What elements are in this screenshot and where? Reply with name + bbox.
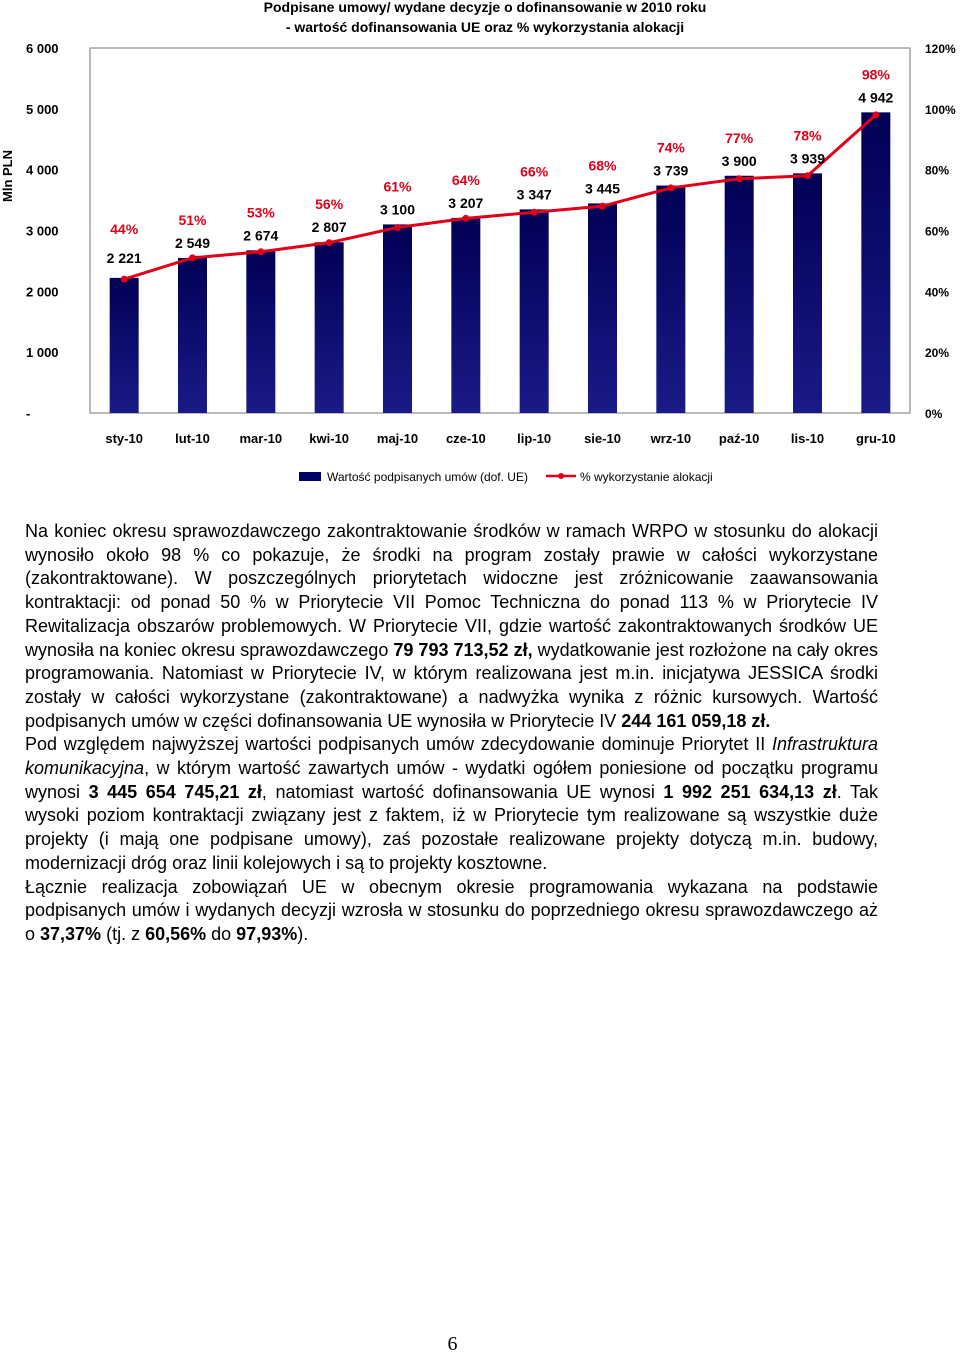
paragraph [25, 876, 878, 947]
x-tick-label: sty-10 [105, 431, 143, 446]
pct-value-label: 74% [656, 139, 685, 156]
pct-point [736, 175, 743, 182]
y2-tick-label: 120% [925, 42, 956, 56]
y-tick-label: 4 000 [26, 162, 59, 178]
chart [0, 0, 960, 500]
bold-text: 37,37% [40, 923, 102, 944]
pct-value-label: 51% [178, 211, 207, 228]
text-run: Pod względem najwyższej wartości podpisanych umów zdecydowanie dominuje Priorytet II [25, 734, 772, 755]
legend-line-label: % wykorzystanie alokacji [580, 470, 713, 484]
pct-value-label: 77% [725, 129, 754, 146]
x-tick-label: sie-10 [584, 431, 621, 446]
text-run: Na koniec okresu sprawozdawczego zakontraktowanie środków w ramach WRPO w stosunku do alokacji wynosiło około 98 % co pokazuje, że środki na program zostały prawie w całości wykorzystane (zakontraktowane). W poszczególnych priorytetach widoczne jest zróżnicowanie zaawansowania kontraktacji: od ponad 50 % w Priorytecie VII Pomoc Techniczna do ponad 113 % w Priorytecie IV Rewitalizacja obszarów problemowych. W Priorytecie VII, gdzie wartość zakontraktowanych środków UE wynosiła na koniec okresu sprawozdawczego [25, 521, 878, 660]
bold-text: 79 793 713,52 zł, [393, 639, 533, 660]
pct-value-label: 56% [315, 196, 344, 213]
y2-tick-label: 100% [925, 102, 956, 117]
legend-bar-swatch [299, 472, 321, 481]
bar-value-label: 2 549 [174, 234, 211, 251]
bold-text: 97,93% [236, 923, 298, 944]
bar-value-label: 3 939 [789, 150, 826, 167]
y-axis-label: Mln PLN [0, 150, 15, 202]
legend-line-marker [558, 473, 564, 479]
bold-text: 3 445 654 745,21 zł [88, 781, 262, 802]
text-body [25, 520, 878, 947]
bar [793, 173, 822, 413]
text-run: wydatkowanie jest rozłożone na cały okres programowania. Natomiast w Priorytecie IV, w którym realizowana jest m.in. inicjatywa JESSICA środki zostały w całości wykorzystane (zakontraktowane) a nadwyżka wynika z różnic kursowych. Wartość podpisanych umów w części dofinansowania UE wynosiła w Priorytecie IV [25, 639, 878, 731]
text-run: . Tak wysoki poziom kontraktacji związany jest z faktem, iż w Priorytecie tym realizowane są wszystkie duże projekty (i mają one podpisane umowy), zaś pozostałe realizowane projekty dotyczą m.in. budowy, modernizacji dróg oraz linii kolejowych i są to projekty kosztowne. [25, 781, 878, 873]
bar-value-label: 4 942 [858, 89, 894, 106]
paragraph [25, 520, 878, 733]
legend [299, 470, 713, 484]
bar [588, 203, 617, 413]
y-tick-label: 3 000 [26, 223, 59, 239]
x-tick-label: cze-10 [445, 431, 486, 446]
chart-title-line-2: - wartość dofinansowania UE oraz % wykorzystania alokacji [285, 19, 685, 35]
x-tick-label: kwi-10 [309, 431, 350, 446]
pct-point [531, 209, 538, 216]
bar [315, 242, 344, 413]
pct-value-label: 68% [588, 157, 617, 174]
bar [110, 278, 139, 413]
pct-value-label: 53% [246, 204, 275, 221]
y-tick-label: - [26, 406, 31, 421]
pct-point [394, 224, 401, 231]
pct-value-label: 61% [383, 178, 412, 195]
pct-point [326, 239, 333, 246]
pct-value-label: 44% [110, 221, 139, 238]
x-tick-label: lip-10 [517, 431, 552, 446]
bar-value-label: 2 807 [311, 219, 347, 236]
text-run: (tj. z [101, 923, 146, 944]
bold-text: 244 161 059,18 zł. [621, 710, 771, 731]
bold-text: 1 992 251 634,13 zł [663, 781, 837, 802]
y2-tick-label: 60% [925, 224, 950, 239]
y-tick-label: 2 000 [26, 284, 59, 300]
pct-point [872, 111, 879, 118]
text-run: ). [297, 923, 309, 944]
pct-point [189, 254, 196, 261]
bar-value-label: 3 100 [379, 201, 416, 218]
pct-point [804, 172, 811, 179]
pct-point [462, 215, 469, 222]
bar-value-label: 3 739 [653, 162, 689, 179]
paragraph [25, 733, 878, 875]
bar [383, 224, 412, 413]
bar [656, 186, 685, 413]
x-tick-label: lis-10 [790, 431, 825, 446]
pct-point [121, 276, 128, 283]
bar-value-label: 3 207 [448, 194, 484, 211]
y2-tick-label: 80% [925, 163, 950, 178]
y-tick-label: 1 000 [26, 345, 59, 361]
x-tick-label: mar-10 [239, 431, 283, 446]
text-run: , w którym wartość zawartych umów - wydatki ogółem poniesione od początku programu wynosi [25, 758, 878, 802]
bar-value-label: 2 221 [106, 249, 142, 266]
bar-value-label: 3 900 [721, 152, 757, 169]
pct-point [667, 184, 674, 191]
text-run: , natomiast wartość dofinansowania UE wynosi [261, 781, 664, 802]
y-axis-ticks [26, 41, 59, 421]
pct-value-label: 78% [793, 127, 822, 144]
bold-text: 60,56% [145, 923, 207, 944]
bar [178, 258, 207, 413]
x-tick-label: wrz-10 [650, 431, 692, 446]
bar [246, 250, 275, 413]
text-run: Łącznie realizacja zobowiązań UE w obecnym okresie programowania wykazana na podstawie podpisanych umów i wydanych decyzji wzrosła w stosunku do poprzedniego okresu sprawozdawczego aż o [25, 876, 878, 944]
plot-area [90, 48, 910, 413]
bar [725, 176, 754, 413]
bar [520, 209, 549, 413]
pct-point [599, 203, 606, 210]
y2-axis-ticks [925, 42, 956, 421]
x-tick-label: paź-10 [718, 431, 760, 446]
bar [451, 218, 480, 413]
pct-point [257, 248, 264, 255]
chart-title-line-1: Podpisane umowy/ wydane decyzje o dofinansowanie w 2010 roku [263, 0, 707, 15]
legend-bar-label: Wartość podpisanych umów (dof. UE) [327, 470, 528, 484]
bar-value-label: 3 445 [584, 180, 621, 197]
y-tick-label: 6 000 [26, 41, 59, 56]
text-run: do [206, 923, 237, 944]
y2-tick-label: 0% [925, 407, 943, 421]
page-number: 6 [447, 1333, 458, 1355]
pct-value-label: 98% [861, 66, 890, 83]
y2-tick-label: 20% [925, 346, 950, 361]
bar-value-label: 3 347 [516, 186, 552, 203]
x-tick-label: lut-10 [175, 431, 210, 446]
bar [861, 112, 890, 413]
bar-value-label: 2 674 [243, 227, 279, 244]
y2-tick-label: 40% [925, 285, 950, 300]
pct-value-label: 64% [451, 171, 480, 188]
x-tick-label: maj-10 [376, 431, 419, 446]
italic-text: Infrastruktura komunikacyjna [25, 734, 878, 779]
pct-value-label: 66% [520, 163, 549, 180]
x-tick-label: gru-10 [855, 431, 896, 446]
x-axis-ticks [105, 431, 895, 446]
y-tick-label: 5 000 [26, 101, 59, 117]
